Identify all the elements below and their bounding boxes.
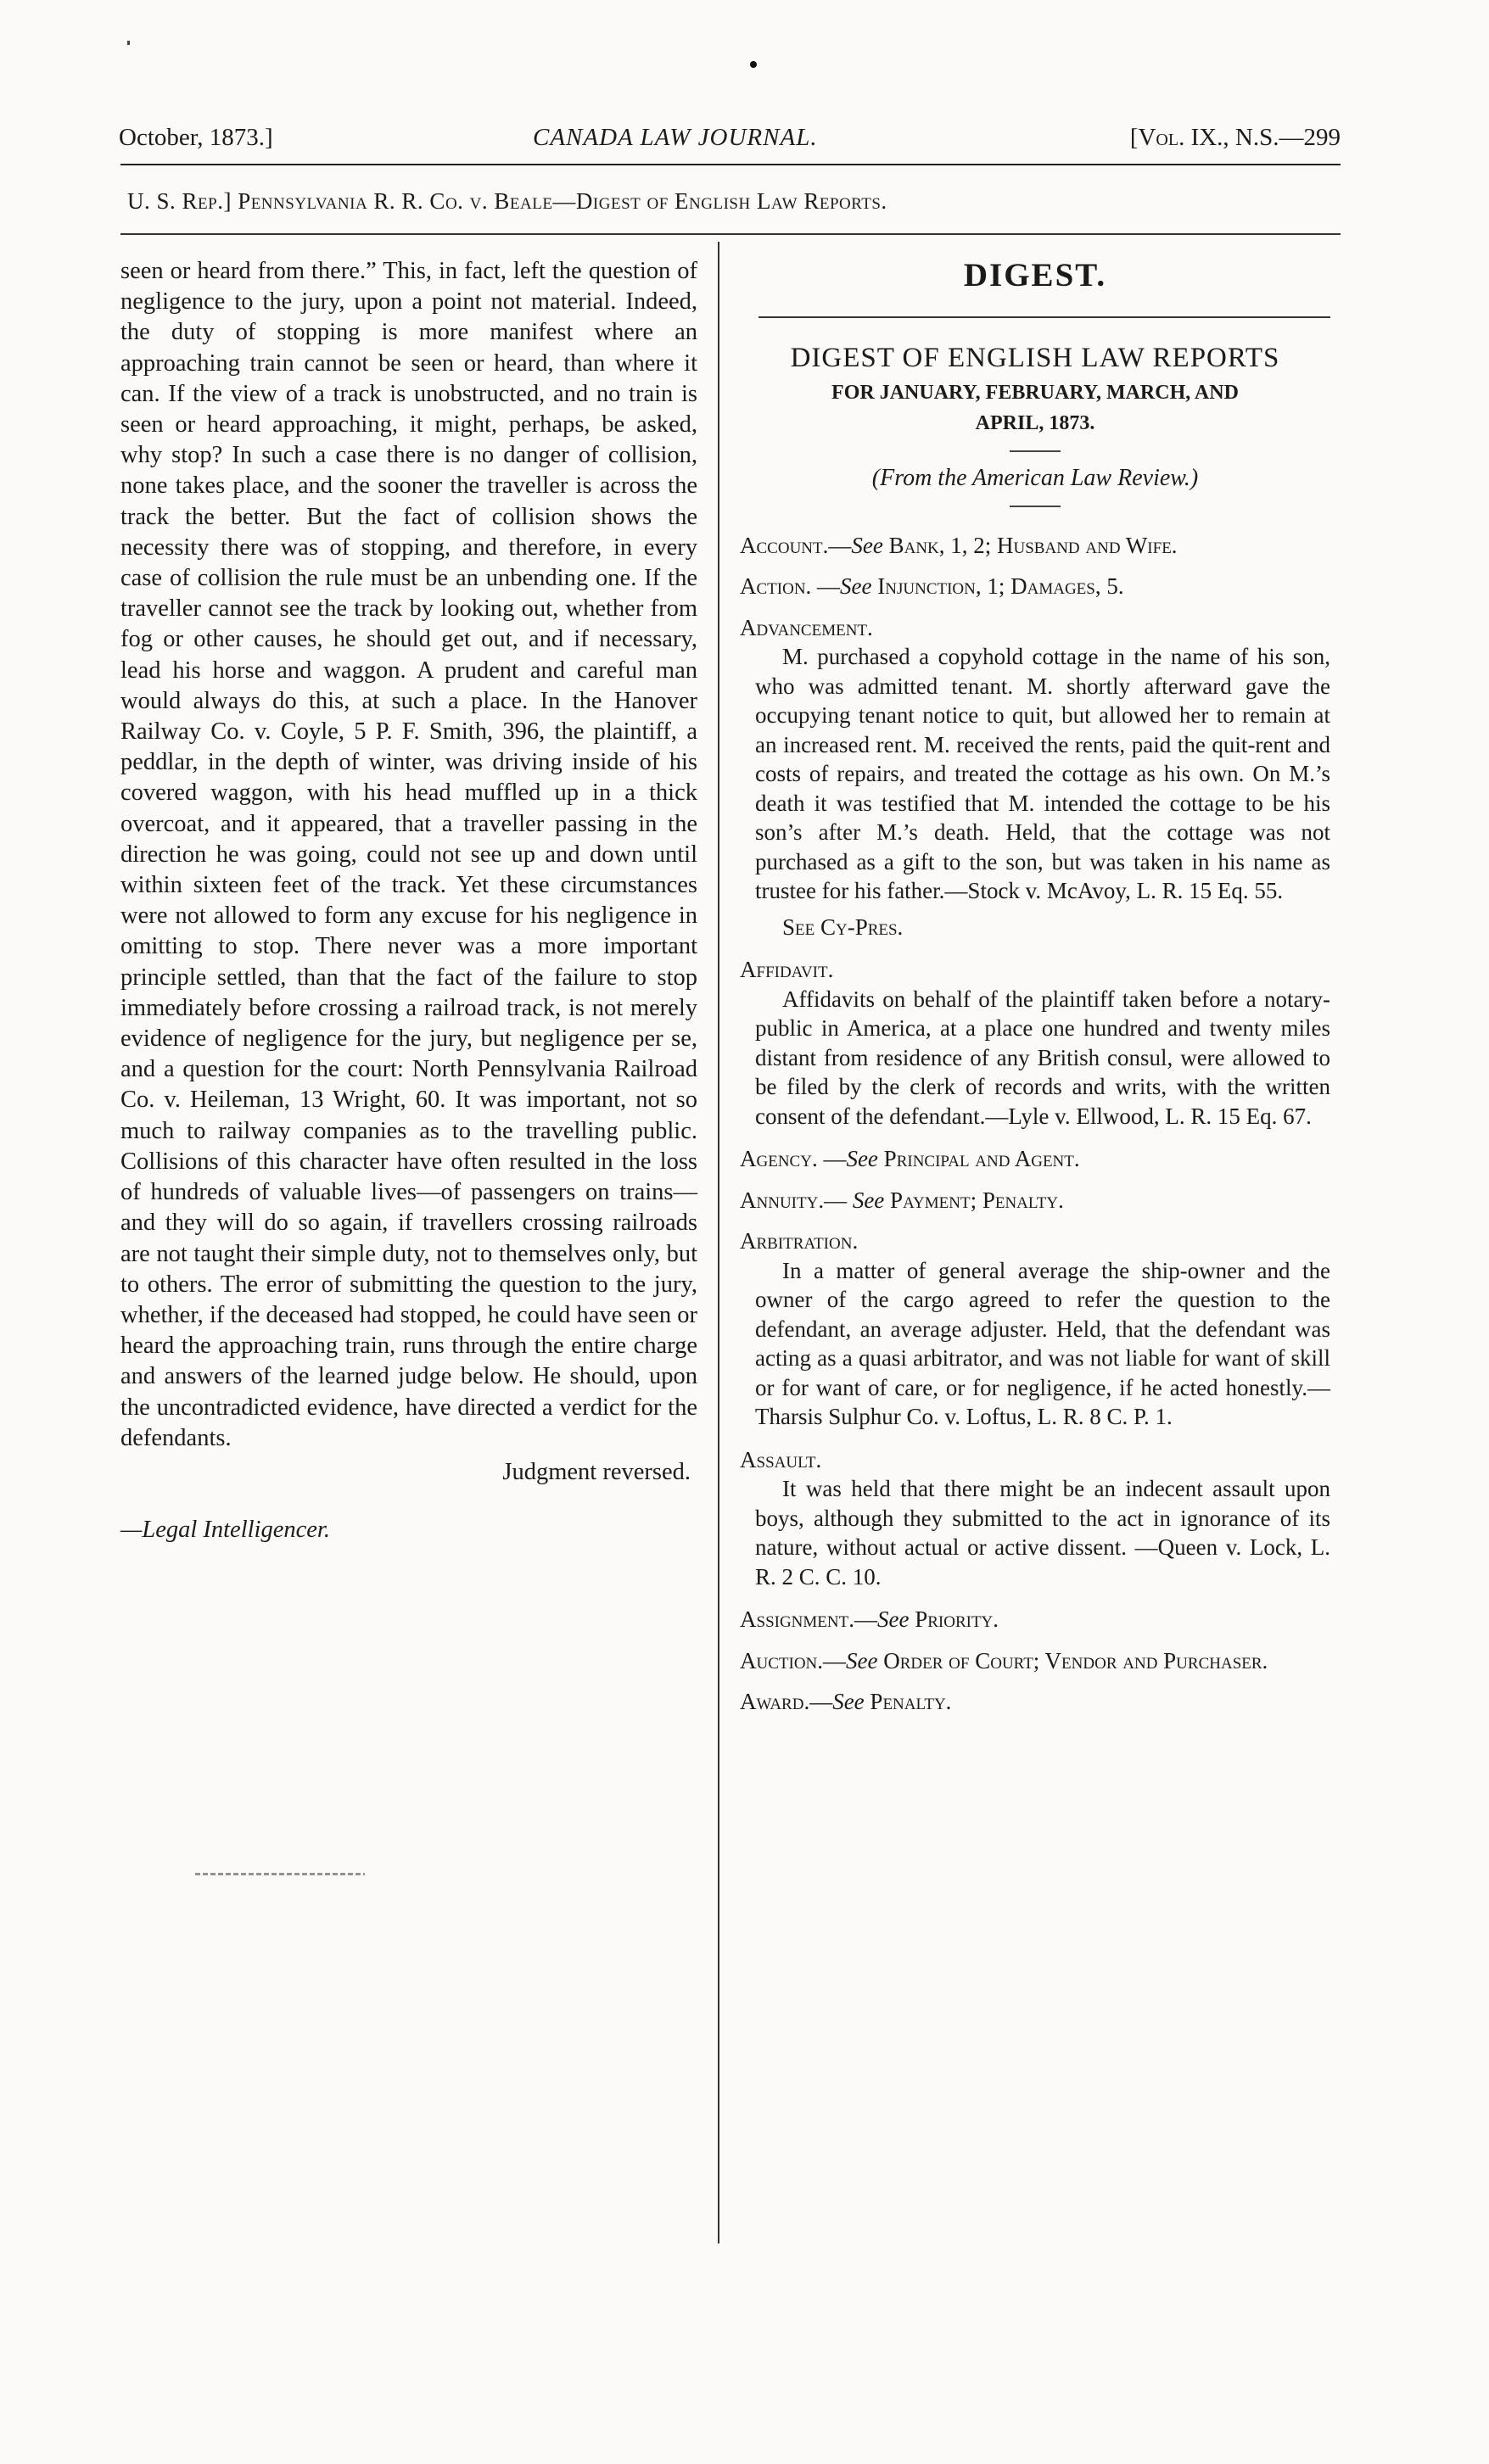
digest-rule xyxy=(758,316,1330,318)
entry-see: See xyxy=(832,1689,865,1714)
digest-entry-assault xyxy=(740,1445,1330,1592)
entry-refs: Order of Court; Vendor and Purchaser. xyxy=(877,1647,1268,1673)
entry-head: Affidavit. xyxy=(740,957,834,982)
entry-refs: Bank, 1, 2; Husband and Wife. xyxy=(882,532,1178,558)
judgment-line: Judgment reversed. xyxy=(502,1458,691,1485)
entry-see: See xyxy=(852,1187,885,1213)
entry-paragraph: Affidavits on behalf of the plaintiff taken before a notary-public in America, at a place one hundred and twenty miles distant from residence of any British consul, were allowed to be filed by the clerk of records and writs, with the written consent of the defendant.—Lyle v. Ellwood, L. R. 15 Eq. 67. xyxy=(755,986,1330,1129)
running-head-journal: CANADA LAW JOURNAL. xyxy=(533,124,818,151)
entry-see: See xyxy=(840,573,872,599)
entry-refs: Penalty. xyxy=(864,1689,952,1714)
header-rule xyxy=(120,164,1341,165)
digest-entry-action xyxy=(740,572,1330,601)
source-signoff: —Legal Intelligencer. xyxy=(120,1516,330,1543)
opinion-tail xyxy=(120,1455,697,1515)
digest-entry-agency xyxy=(740,1144,1330,1174)
entry-see: See xyxy=(846,1647,878,1673)
digest-entry-award xyxy=(740,1687,1330,1717)
digest-entry-advancement xyxy=(740,613,1330,942)
digest-entry-affidavit xyxy=(740,955,1330,1131)
case-opinion-text: seen or heard from there.” This, in fact, left the question of negligence to the jury, upon a point not material. Indeed, the duty of stopping is more manifest where an approaching train cannot be seen or heard, than where it can. If the view of a track is unobstructed, and no train is seen or heard approaching, it might, perhaps, be asked, why stop? In such a case there is no danger of collision, none takes place, and the sooner the traveller is across the track the better. But the fact of collision shows the necessity there was of stopping, and therefore, in every case of collision the rule must be an unbending one. If the traveller cannot see the track by looking out, whether from fog or other causes, he should get out, and if necessary, lead his horse and waggon. A prudent and careful man would always do this, at such a place. In the Hanover Railway Co. v. Coyle, 5 P. F. Smith, 396, the plaintiff, a peddlar, in the depth of winter, was driving inside of his covered waggon, with his head muffled up in a thick overcoat, and it appeared, that a traveller passing in the direction he was going, could not see up and down until within sixteen feet of the track. Yet these circumstances were not allowed to form any excuse for his negligence in omitting to stop. There never was a more important principle settled, than that the fact of the failure to stop immediately before crossing a railroad track, is not merely evidence of negligence for the jury, but negligence per se, and a question for the court: North Pennsylvania Railroad Co. v. Heileman, 13 Wright, 60. It was important, not so much to railway companies as to the travelling public. Collisions of this character have often resulted in the loss of hundreds of valuable lives—of passengers on trains—and they will do so again, if travellers crossing railroads are not taught their simple duty, not to themselves only, but to others. The error of submitting the question to the jury, whether, if the deceased had stopped, he could have seen or heard the approaching train, runs through the entire charge and answers of the learned judge below. He should, upon the uncontradicted evidence, have directed a verdict for the defendants. xyxy=(120,258,697,1451)
short-rule xyxy=(1010,506,1061,507)
entry-see: See xyxy=(876,1606,910,1632)
digest-source: (From the American Law Review.) xyxy=(871,465,1199,491)
entry-head: Arbitration. xyxy=(740,1228,859,1254)
running-head-volume: [Vol. IX., N.S.—299 xyxy=(1129,124,1341,151)
digest-entry-auction xyxy=(740,1646,1330,1676)
print-mark xyxy=(127,41,130,45)
running-head xyxy=(119,124,1341,163)
entry-head: Award.— xyxy=(740,1689,833,1714)
entry-paragraph: In a matter of general average the ship-owner and the owner of the cargo agreed to refer the question to the defendant, an average adjuster. Held, that the defendant was acting as a quasi arbitrator, and was not liable for want of skill or for want of care, or for negligence, if he acted honestly.—Tharsis Sulphur Co. v. Loftus, L. R. 8 C. P. 1. xyxy=(755,1257,1330,1429)
entry-head: Assignment.— xyxy=(740,1606,877,1632)
entry-see: See xyxy=(846,1146,878,1171)
entry-head: Agency. — xyxy=(740,1146,847,1171)
running-head-date: October, 1873.] xyxy=(119,124,273,151)
entry-refs: Principal and Agent. xyxy=(877,1146,1080,1171)
print-dot xyxy=(750,61,757,68)
digest-entry-account xyxy=(740,531,1330,561)
entry-head: Annuity.— xyxy=(740,1187,853,1213)
entry-refs: Payment; Penalty. xyxy=(884,1187,1064,1213)
digest-entry-annuity xyxy=(740,1186,1330,1215)
entry-head: Action. — xyxy=(740,573,841,599)
digest-period-line-2: APRIL, 1873. xyxy=(975,412,1095,434)
entry-see-also: See Cy-Pres. xyxy=(782,914,904,940)
entry-head: Account.— xyxy=(740,532,852,558)
decorative-rule xyxy=(195,1873,365,1875)
right-column xyxy=(740,256,1330,1717)
entry-refs: Injunction, 1; Damages, 5. xyxy=(871,573,1124,599)
digest-entry-assignment xyxy=(740,1605,1330,1634)
entry-paragraph: M. purchased a copyhold cottage in the name of his son, who was admitted tenant. M. shortly afterward gave the occupying tenant notice to quit, but allowed her to remain at an increased rent. M. received the rents, paid the quit-rent and costs of repairs, and treated the cottage as his own. On M.’s death it was testified that M. intended the cottage to be his son’s after M.’s death. Held, that the cottage was not purchased as a gift to the son, but was taken in his name as trustee for his father.—Stock v. McAvoy, L. R. 15 Eq. 55. xyxy=(755,644,1330,903)
section-subhead: U. S. Rep.] Pennsylvania R. R. Co. v. Beale—Digest of English Law Reports. xyxy=(127,188,887,214)
subhead-rule xyxy=(120,233,1341,235)
entry-see: See xyxy=(851,532,883,558)
left-column xyxy=(120,256,697,1545)
digest-entry-arbitration xyxy=(740,1226,1330,1432)
entry-refs: Priority. xyxy=(909,1606,999,1632)
entry-head: Auction.— xyxy=(740,1647,847,1673)
digest-title: DIGEST. xyxy=(963,257,1107,293)
digest-section-title: DIGEST OF ENGLISH LAW REPORTS xyxy=(790,342,1280,373)
short-rule xyxy=(1010,450,1061,452)
entry-paragraph: It was held that there might be an indecent assault upon boys, although they submitted to the act in ignorance of its nature, without actual or active dissent. —Queen v. Lock, L. R. 2 C. C. 10. xyxy=(755,1476,1330,1590)
entry-head: Advancement. xyxy=(740,614,873,640)
digest-period-line-1: FOR JANUARY, FEBRUARY, MARCH, AND xyxy=(831,382,1239,404)
column-divider xyxy=(718,242,719,2243)
entry-head: Assault. xyxy=(740,1446,822,1472)
